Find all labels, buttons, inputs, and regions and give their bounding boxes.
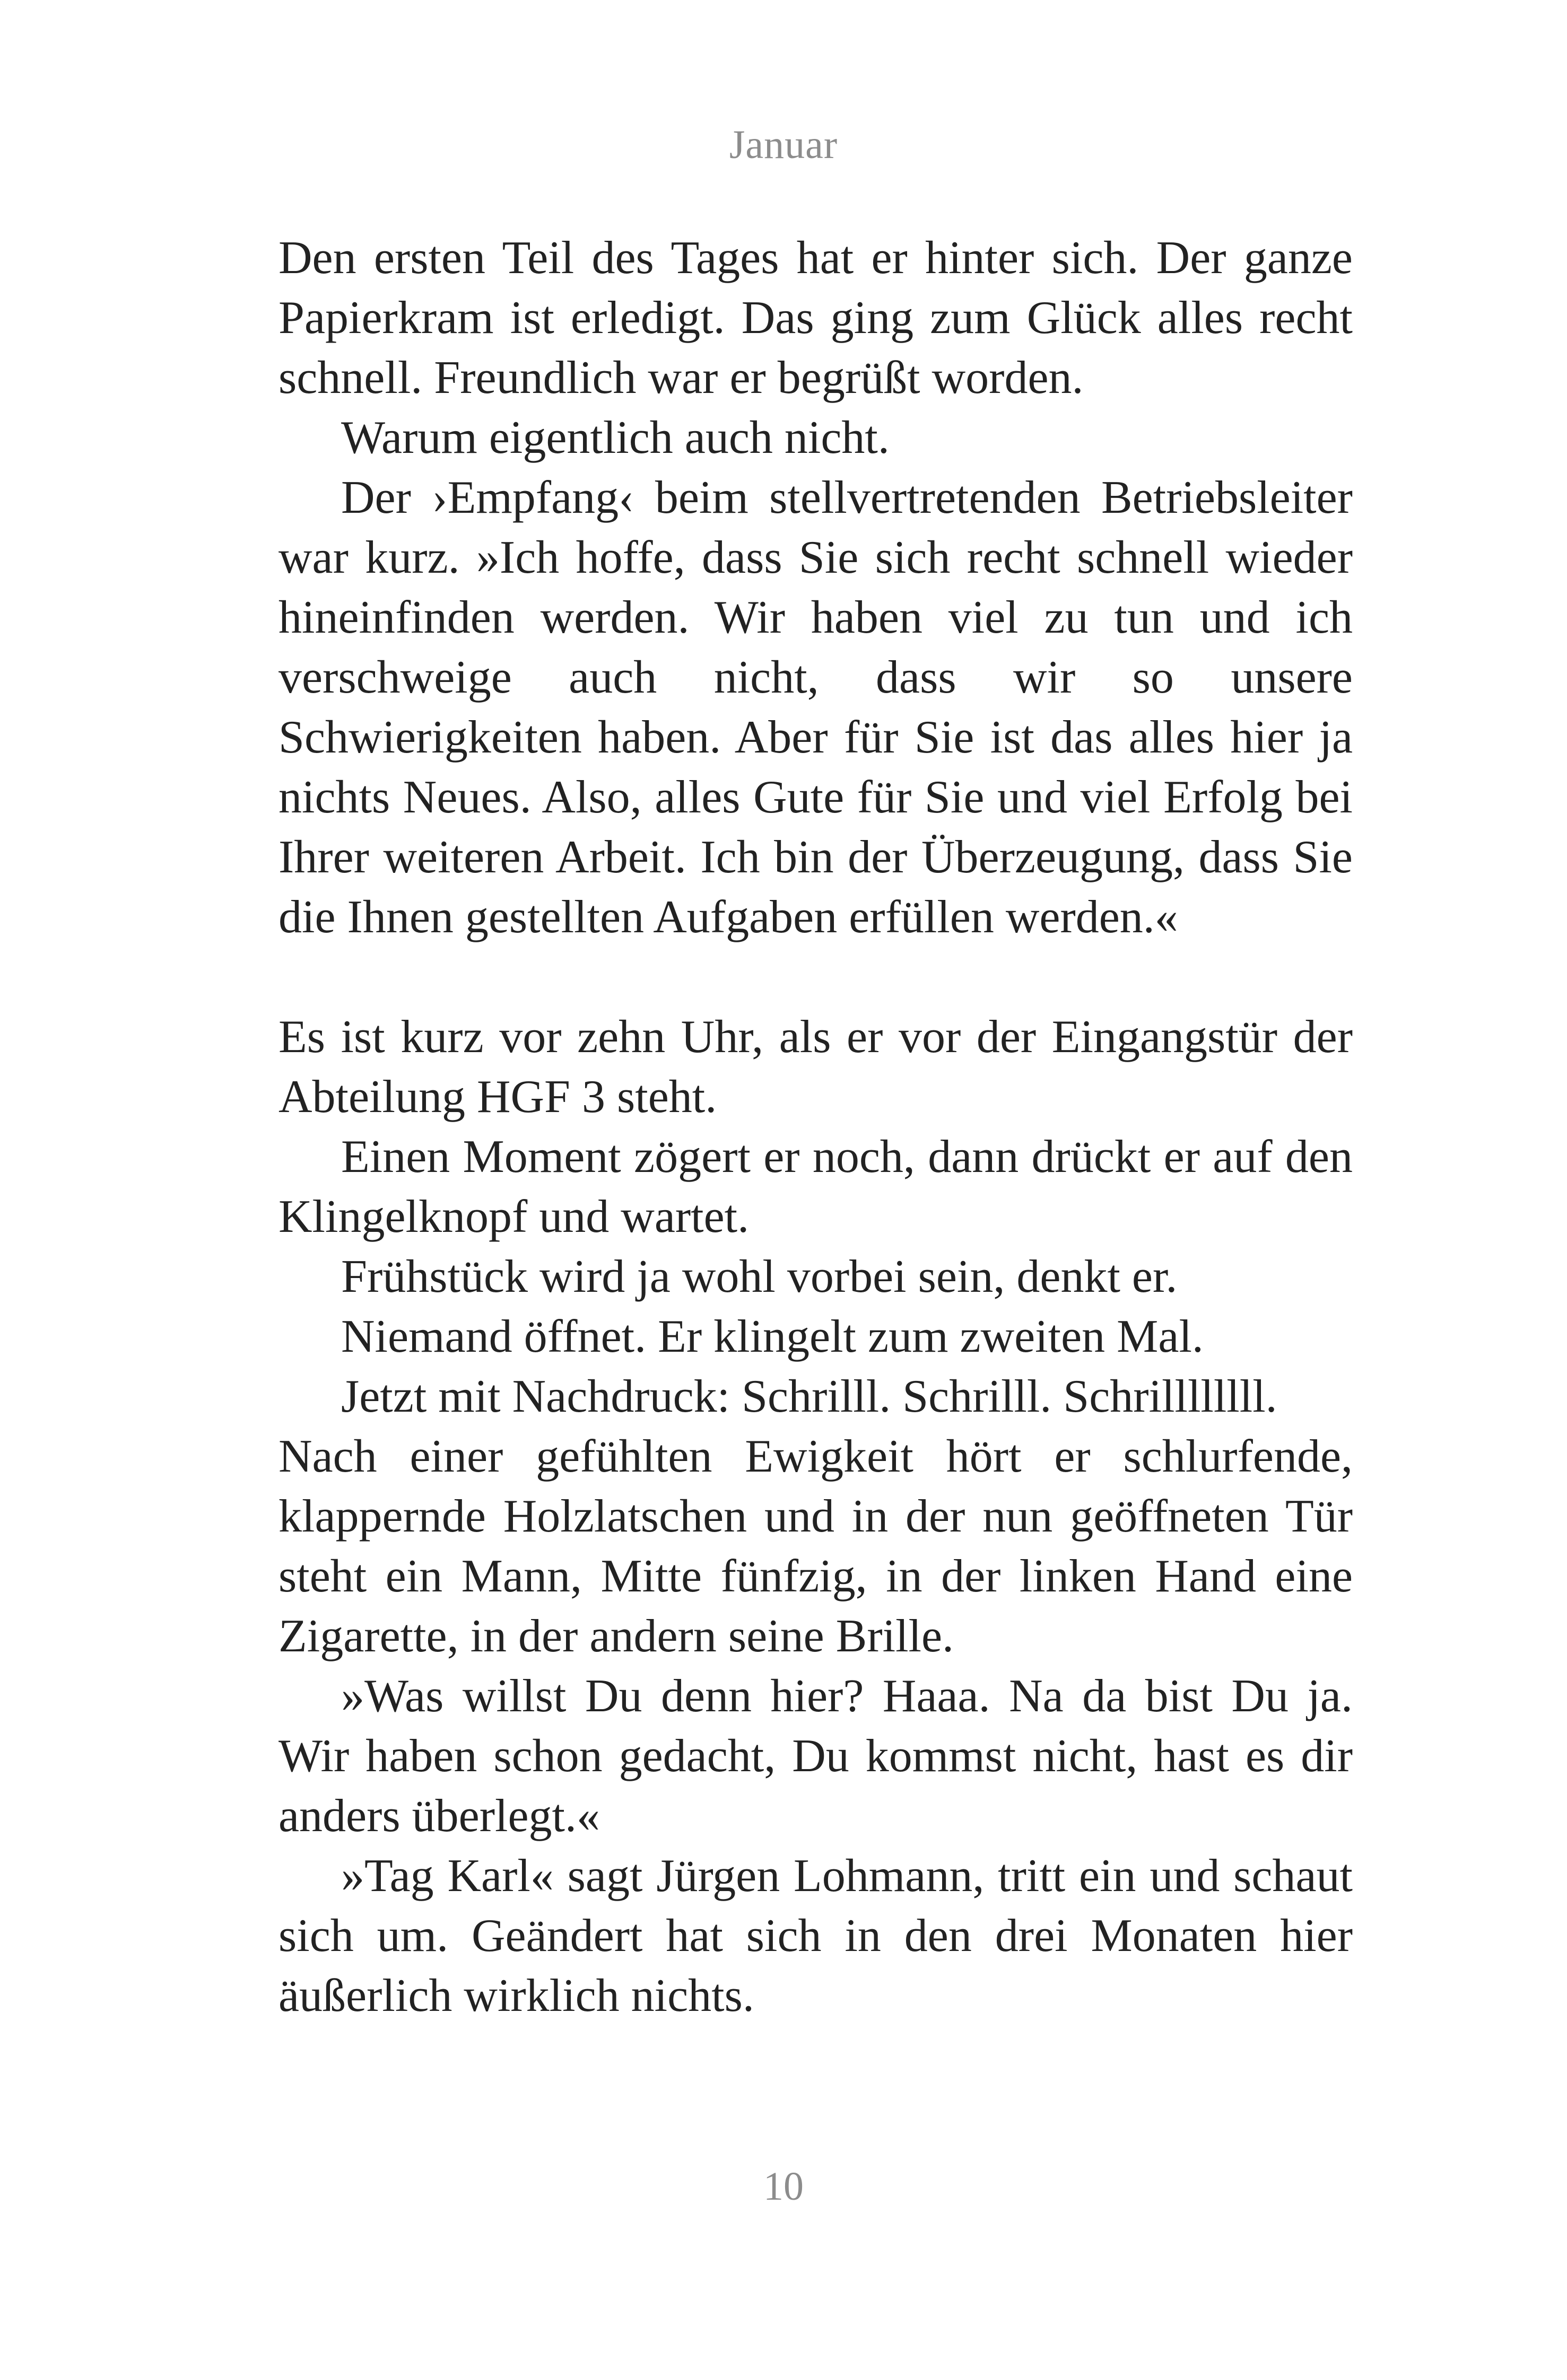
paragraph: Einen Moment zögert er noch, dann drückt er auf den Klingelknopf und wartet. [278,1131,1353,1242]
paragraph: Nach einer gefühlten Ewigkeit hört er schlurfende, klappernde Holzlatschen und in der nun geöffneten Tür steht ein Mann, Mitte fünfzig, in der linken Hand eine Zigarette, in der andern seine Brille. [278,1431,1353,1662]
paragraph: Der ›Empfang‹ beim stellvertretenden Betriebsleiter war kurz. »Ich hoffe, dass Sie sich recht schnell wieder hineinfinden werden. Wir haben viel zu tun und ich verschweige auch nicht, dass wir so unsere Schwierigkeiten haben. Aber für Sie ist das alles hier ja nichts Neues. Also, alles Gute für Sie und viel Erfolg bei Ihrer weiteren Arbeit. Ich bin der Überzeugung, dass Sie die Ihnen gestellten Aufgaben erfüllen werden.« [278,472,1353,943]
paragraph: Den ersten Teil des Tages hat er hinter sich. Der ganze Papierkram ist erledigt. Das ging zum Glück alles recht schnell. Freundlich war er begrüßt worden. [278,232,1353,404]
body-text [278,228,1353,2026]
page-number: 10 [763,2164,804,2209]
paragraph-section-start: Es ist kurz vor zehn Uhr, als er vor der Eingangstür der Abteilung HGF 3 steht. [278,1011,1353,1123]
paragraph: »Was willst Du denn hier? Haaa. Na da bist Du ja. Wir haben schon gedacht, Du kommst nicht, hast es dir anders überlegt.« [278,1670,1353,1842]
paragraph: Warum eigentlich auch nicht. [341,412,890,463]
paragraph: »Tag Karl« sagt Jürgen Lohmann, tritt ein und schaut sich um. Geändert hat sich in den drei Monaten hier äußerlich wirklich nichts. [278,1850,1353,2022]
paragraph: Jetzt mit Nachdruck: Schrilll. Schrilll. Schrillllllll. [341,1371,1277,1422]
paragraph: Frühstück wird ja wohl vorbei sein, denkt er. [341,1251,1178,1302]
paragraph: Niemand öffnet. Er klingelt zum zweiten Mal. [341,1311,1204,1362]
running-header: Januar [729,122,838,167]
